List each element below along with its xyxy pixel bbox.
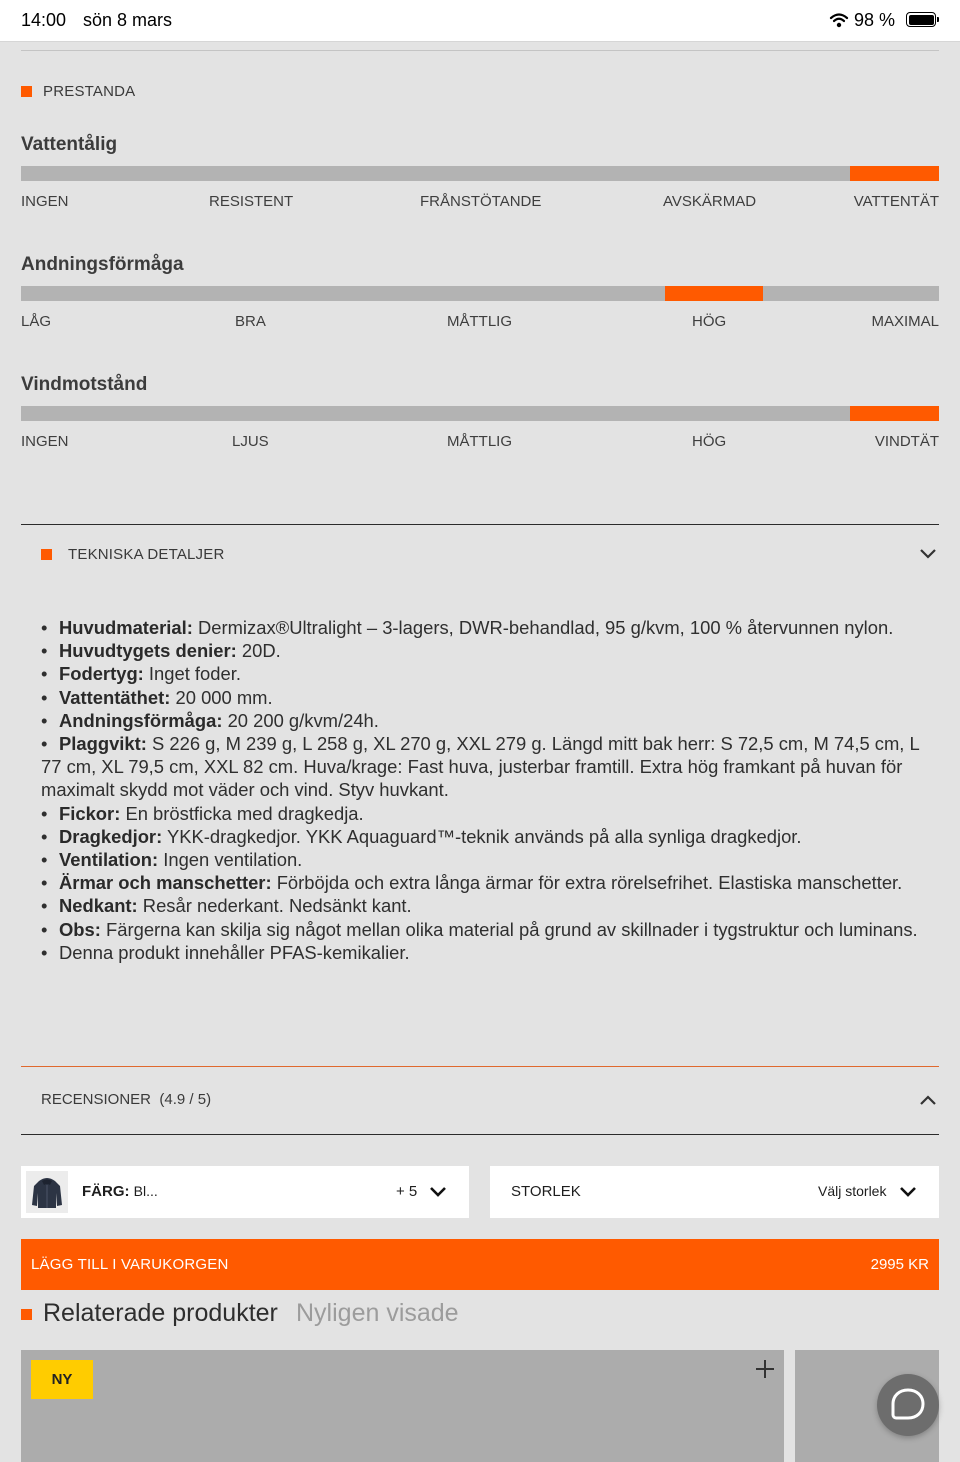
scale-label: LJUS <box>232 433 269 450</box>
jacket-icon <box>26 1171 68 1213</box>
list-item: • Fickor: En bröstficka med dragkedja. <box>41 802 364 824</box>
color-label: FÄRG: Bl... <box>82 1183 158 1200</box>
scale-label: LÅG <box>21 313 52 330</box>
metric-level-water <box>850 166 939 181</box>
section-divider <box>21 1134 939 1135</box>
tab-related-products[interactable]: Relaterade produkter <box>43 1299 278 1327</box>
metric-level-wind <box>850 406 939 421</box>
technical-section-toggle[interactable]: TEKNISKA DETALJER <box>68 546 225 563</box>
chevron-up-icon[interactable] <box>919 1094 937 1106</box>
list-item: • Fodertyg: Inget foder. <box>41 663 241 685</box>
section-marker <box>21 86 32 97</box>
metric-level-breathability <box>665 286 763 301</box>
wifi-icon <box>829 12 849 28</box>
chevron-down-icon <box>429 1186 447 1198</box>
reviews-label: RECENSIONER <box>41 1091 152 1108</box>
color-selector[interactable] <box>21 1166 469 1218</box>
section-divider <box>21 524 939 525</box>
list-item: • Nedkant: Resår nederkant. Nedsänkt kant. <box>41 895 412 917</box>
reviews-rating: (4.9 / 5) <box>159 1091 212 1108</box>
list-item: • Huvudmaterial: Dermizax®Ultralight – 3-lagers, DWR-behandlad, 95 g/kvm, 100 % återvunnen nylon. <box>41 617 894 638</box>
status-time: 14:00 <box>21 10 67 30</box>
section-divider <box>21 1066 939 1067</box>
price: 2995 KR <box>870 1256 929 1273</box>
scale-label: INGEN <box>21 433 69 450</box>
color-more-count: + 5 <box>396 1183 418 1200</box>
chat-button[interactable] <box>877 1374 939 1436</box>
metric-bar-water <box>21 166 939 181</box>
tab-recently-viewed[interactable]: Nyligen visade <box>296 1299 459 1327</box>
scale-label: VINDTÄT <box>874 433 939 450</box>
product-thumbnail <box>26 1171 68 1213</box>
list-item: • Denna produkt innehåller PFAS-kemikalier. <box>41 941 410 963</box>
add-to-cart-label: LÄGG TILL I VARUKORGEN <box>31 1256 229 1273</box>
new-badge: NY <box>31 1360 93 1399</box>
list-item: • Ärmar och manschetter: Förböjda och extra långa ärmar för extra rörelsefrihet. Elastiska manschetter. <box>41 872 903 894</box>
battery-percent: 98 % <box>854 10 896 30</box>
metric-title-wind: Vindmotstånd <box>21 374 148 395</box>
header-divider <box>21 50 939 51</box>
section-marker <box>21 1309 32 1320</box>
size-value: Välj storlek <box>818 1183 887 1199</box>
chat-bubble-icon <box>877 1374 939 1436</box>
chevron-down-icon <box>899 1186 917 1198</box>
scale-label: FRÅNSTÖTANDE <box>420 193 542 210</box>
metric-bar-wind <box>21 406 939 421</box>
metric-title-water: Vattentålig <box>21 134 118 155</box>
scale-label: MÅTTLIG <box>447 313 513 330</box>
status-date: sön 8 mars <box>83 10 173 30</box>
scale-label: HÖG <box>692 313 727 330</box>
scale-label: INGEN <box>21 193 69 210</box>
scale-label: MÅTTLIG <box>447 433 513 450</box>
list-item: • Vattentäthet: 20 000 mm. <box>41 686 273 708</box>
chevron-down-icon[interactable] <box>919 548 937 560</box>
metric-bar-breathability <box>21 286 939 301</box>
add-to-cart-button[interactable] <box>21 1239 939 1290</box>
list-item: • Dragkedjor: YKK-dragkedjor. YKK Aquaguard™-teknik används på alla synliga dragkedjor. <box>41 825 802 847</box>
metric-title-breathability: Andningsförmåga <box>21 254 184 275</box>
section-marker <box>41 549 52 560</box>
list-item: • Ventilation: Ingen ventilation. <box>41 849 303 871</box>
size-label: STORLEK <box>511 1183 581 1200</box>
scale-label: VATTENTÄT <box>853 193 939 210</box>
scale-label: BRA <box>235 313 266 330</box>
scale-label: RESISTENT <box>209 193 294 210</box>
list-item: • Andningsförmåga: 20 200 g/kvm/24h. <box>41 709 379 731</box>
scale-label: AVSKÄRMAD <box>663 193 757 210</box>
reviews-section-toggle[interactable] <box>41 1091 211 1108</box>
list-item: • Obs: Färgerna kan skilja sig något mellan olika material på grund av skillnader i tygstruktur och luminans. <box>41 918 918 940</box>
status-bar <box>0 0 960 42</box>
plus-icon[interactable] <box>754 1358 776 1380</box>
performance-section-label: PRESTANDA <box>43 83 136 100</box>
technical-details-list <box>41 616 921 964</box>
list-item: • Huvudtygets denier: 20D. <box>41 640 281 662</box>
size-selector[interactable] <box>490 1166 939 1218</box>
list-item: • Plaggvikt: S 226 g, M 239 g, L 258 g, XL 270 g, XXL 279 g. Längd mitt bak herr: S 72,5 cm, M 74,5 cm, L 77 cm, XL 79,5 cm, XXL 82 cm. Huva/krage: Fast huva, justerbar framtill. Extra hög framkant på huvan för maximalt skydd mot väder och vind. Styv huvkant. <box>41 733 920 801</box>
scale-label: HÖG <box>692 433 727 450</box>
product-card[interactable] <box>21 1350 784 1462</box>
battery-icon <box>906 12 936 27</box>
scale-label: MAXIMAL <box>871 313 939 330</box>
